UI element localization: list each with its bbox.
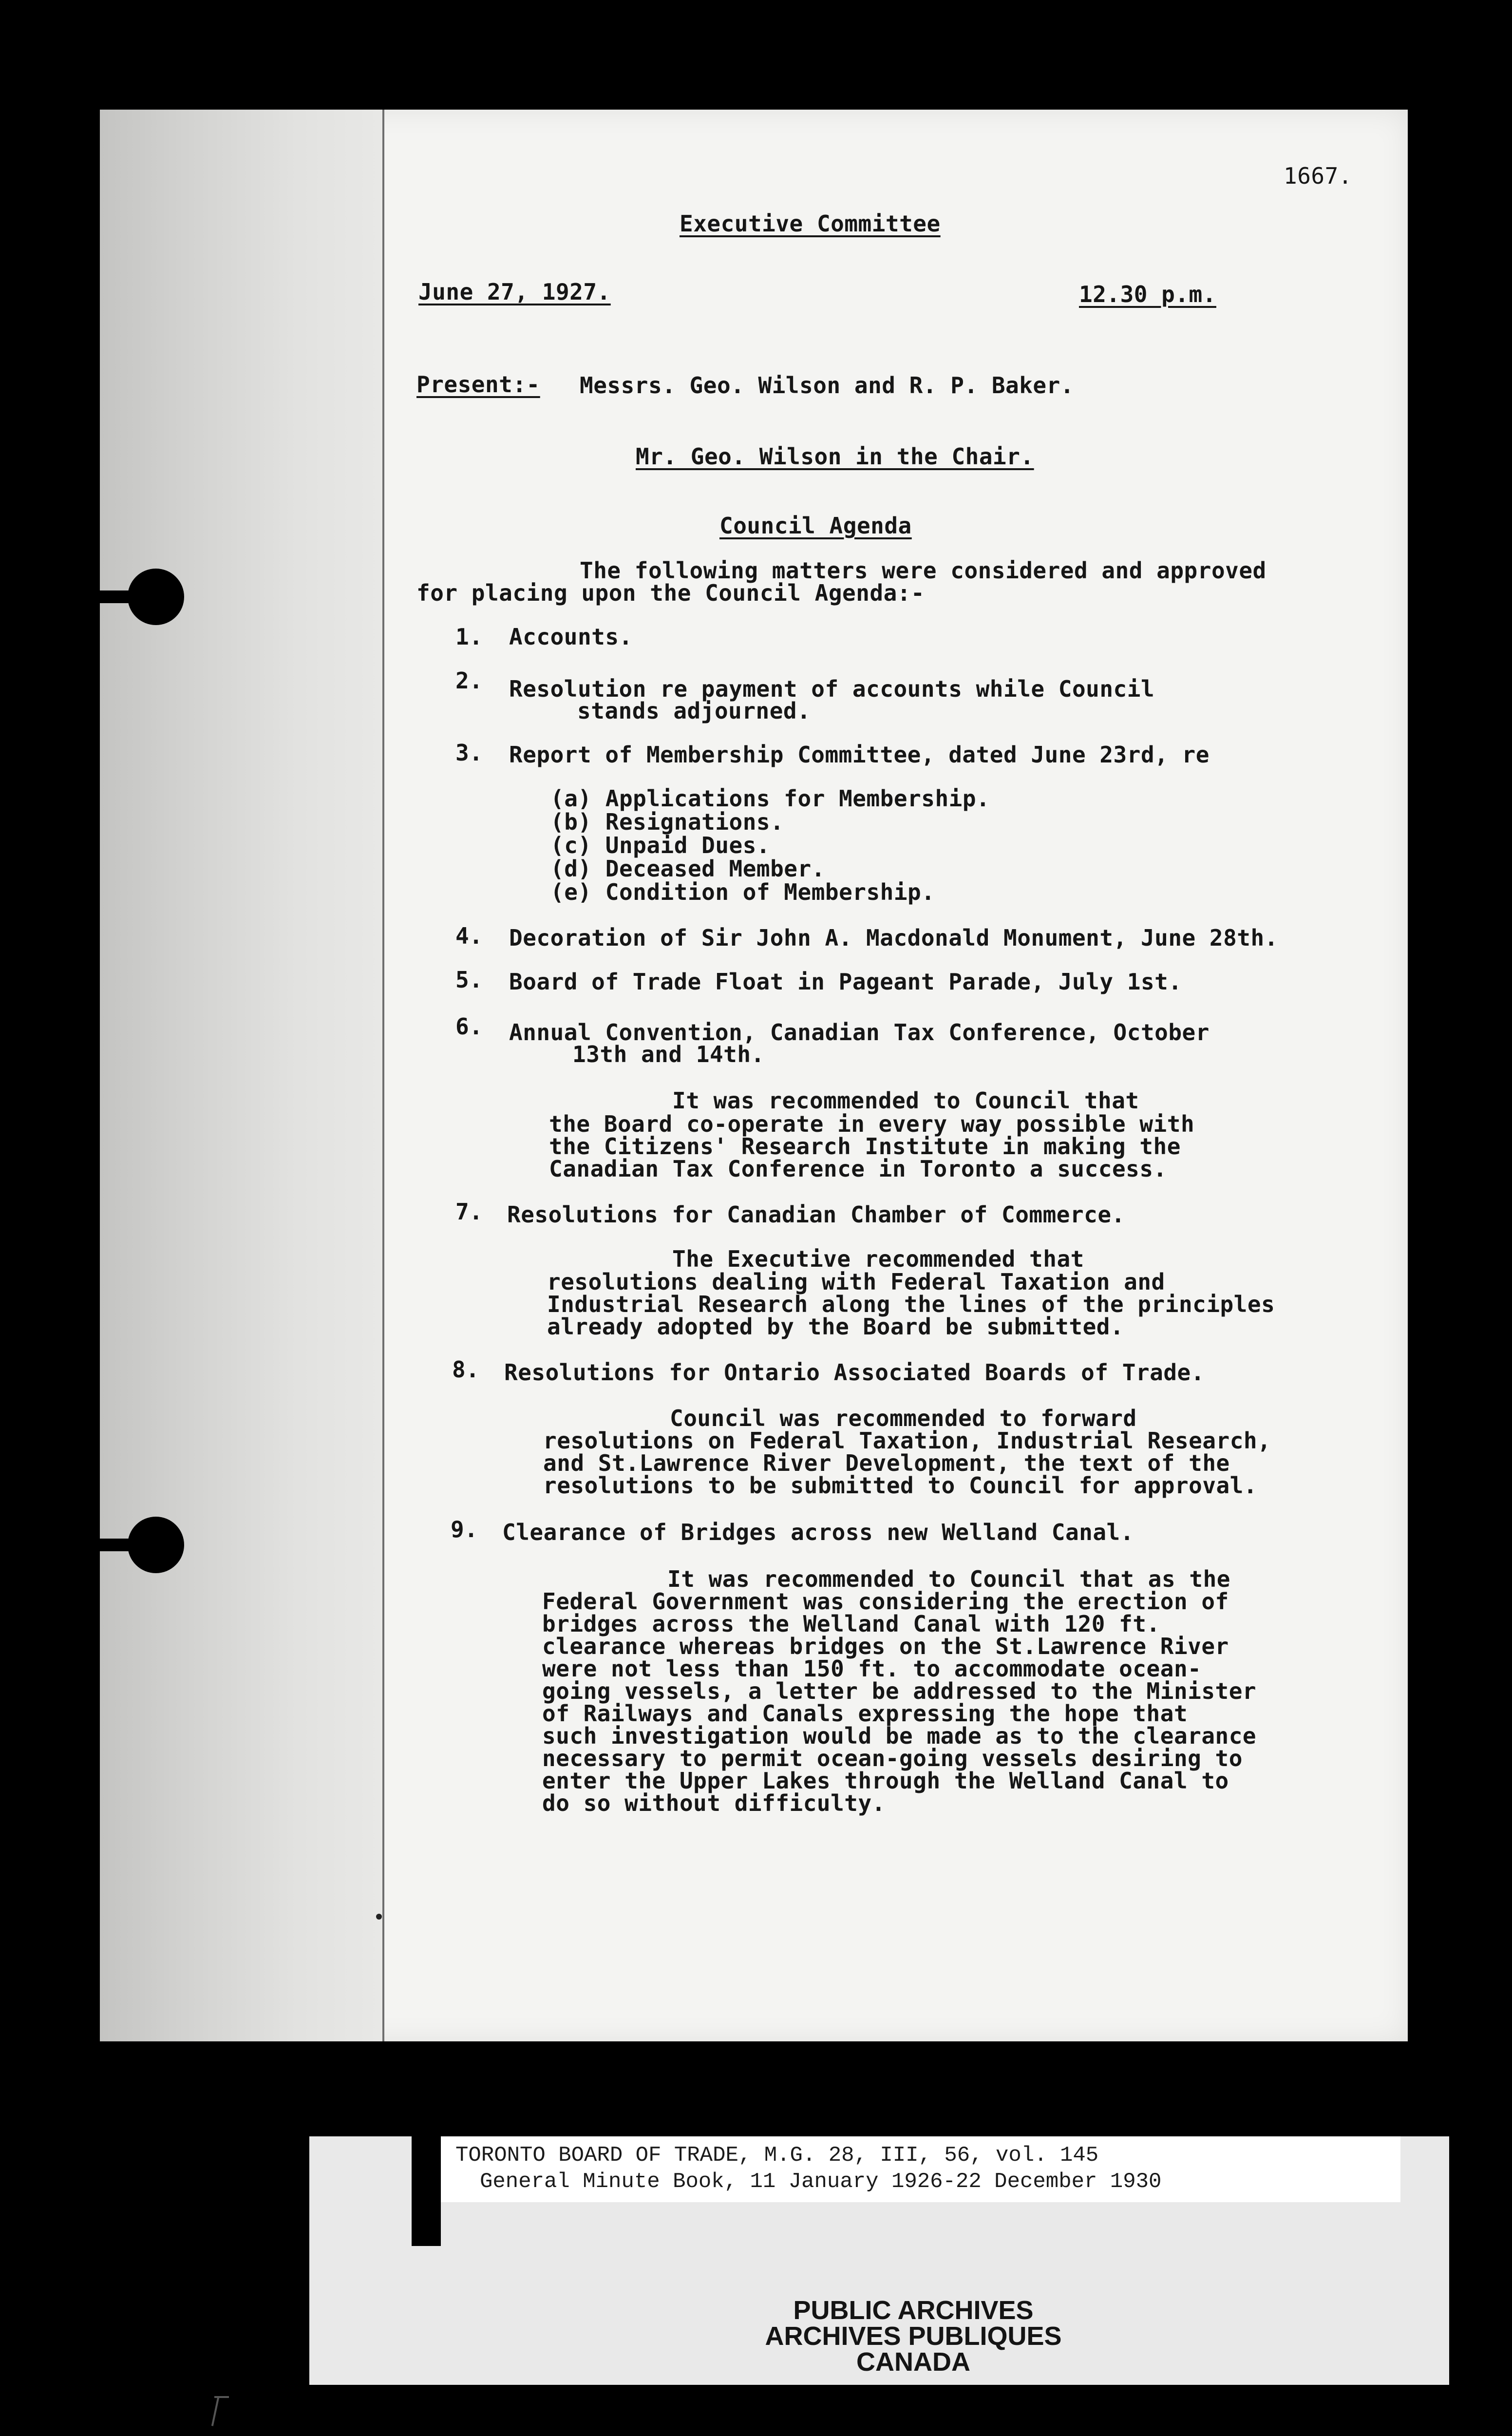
corner-mark bbox=[211, 2397, 219, 2426]
document-title: Executive Committee bbox=[680, 210, 941, 237]
archive-country: CANADA bbox=[856, 2347, 970, 2377]
archive-reference: General Minute Book, 11 January 1926-22 December 1930 bbox=[480, 2170, 1162, 2194]
item-note: clearance whereas bridges on the St.Lawrence River bbox=[542, 1633, 1229, 1659]
item-text: 13th and 14th. bbox=[572, 1041, 765, 1067]
item-note: Industrial Research along the lines of the principles bbox=[547, 1291, 1275, 1317]
item-note: already adopted by the Board be submitted. bbox=[547, 1313, 1124, 1340]
item-number: 4. bbox=[455, 923, 483, 949]
item-number: 1. bbox=[455, 624, 483, 650]
binding-margin bbox=[100, 110, 382, 2041]
item-note: the Board co-operate in every way possible with bbox=[549, 1111, 1195, 1137]
item-number: 7. bbox=[455, 1199, 483, 1225]
page-number: 1667. bbox=[1284, 163, 1352, 189]
item-text: Resolutions for Ontario Associated Boards of Trade. bbox=[504, 1359, 1205, 1386]
sub-item: (b) Resignations. bbox=[550, 809, 784, 835]
item-note: such investigation would be made as to the clearance bbox=[542, 1723, 1257, 1749]
item-number: 9. bbox=[451, 1516, 478, 1542]
item-text: Decoration of Sir John A. Macdonald Monument, June 28th. bbox=[509, 925, 1278, 951]
sub-item: (d) Deceased Member. bbox=[550, 856, 825, 882]
item-note: resolutions on Federal Taxation, Industrial Research, bbox=[543, 1427, 1271, 1454]
item-note: of Railways and Canals expressing the hope that bbox=[542, 1700, 1188, 1727]
item-text: stands adjourned. bbox=[577, 698, 811, 724]
corner-mark bbox=[214, 2396, 229, 2398]
sub-item: (c) Unpaid Dues. bbox=[550, 832, 771, 858]
item-text: Board of Trade Float in Pageant Parade, July 1st. bbox=[509, 969, 1182, 995]
item-note: Council was recommended to forward bbox=[670, 1405, 1137, 1431]
item-number: 3. bbox=[455, 740, 483, 766]
punch-hole-top bbox=[128, 569, 184, 625]
item-number: 6. bbox=[455, 1013, 483, 1040]
section-heading: Council Agenda bbox=[719, 513, 912, 539]
archive-label bbox=[309, 2136, 1449, 2385]
item-note: do so without difficulty. bbox=[542, 1790, 886, 1816]
item-text: Report of Membership Committee, dated June 23rd, re bbox=[509, 742, 1210, 768]
sub-item: (a) Applications for Membership. bbox=[550, 785, 990, 812]
item-text: Clearance of Bridges across new Welland Canal. bbox=[502, 1519, 1134, 1545]
item-note: and St.Lawrence River Development, the text of the bbox=[543, 1450, 1230, 1476]
item-note: necessary to permit ocean-going vessels desiring to bbox=[542, 1745, 1243, 1771]
meeting-date: June 27, 1927. bbox=[418, 279, 611, 305]
archive-reference: TORONTO BOARD OF TRADE, M.G. 28, III, 56, vol. 145 bbox=[455, 2143, 1099, 2168]
item-note: bridges across the Welland Canal with 120 ft. bbox=[542, 1611, 1160, 1637]
item-text: Accounts. bbox=[509, 624, 633, 650]
present-text: Messrs. Geo. Wilson and R. P. Baker. bbox=[580, 372, 1074, 399]
item-note: Federal Government was considering the erection of bbox=[542, 1588, 1229, 1615]
chair-line: Mr. Geo. Wilson in the Chair. bbox=[636, 443, 1034, 470]
sub-item: (e) Condition of Membership. bbox=[550, 879, 935, 905]
item-text: Annual Convention, Canadian Tax Conference, October bbox=[509, 1019, 1210, 1046]
label-divider bbox=[412, 2136, 441, 2246]
item-note: going vessels, a letter be addressed to the Minister bbox=[542, 1678, 1257, 1704]
meeting-time: 12.30 p.m. bbox=[1079, 281, 1216, 307]
item-number: 5. bbox=[455, 967, 483, 993]
item-note: enter the Upper Lakes through the Welland Canal to bbox=[542, 1768, 1229, 1794]
item-number: 8. bbox=[452, 1356, 480, 1383]
intro-line: The following matters were considered and approved bbox=[580, 557, 1266, 584]
item-note: resolutions dealing with Federal Taxation and bbox=[547, 1269, 1165, 1295]
item-note: It was recommended to Council that bbox=[672, 1087, 1139, 1114]
item-number: 2. bbox=[455, 667, 483, 694]
document-page bbox=[100, 110, 1408, 2041]
margin-dot bbox=[376, 1914, 382, 1920]
item-note: It was recommended to Council that as the bbox=[667, 1566, 1230, 1592]
margin-rule bbox=[382, 110, 384, 2041]
item-text: Resolutions for Canadian Chamber of Commerce. bbox=[507, 1201, 1125, 1228]
archive-name-en: PUBLIC ARCHIVES bbox=[793, 2296, 1034, 2325]
item-note: Canadian Tax Conference in Toronto a success. bbox=[549, 1156, 1167, 1182]
item-note: The Executive recommended that bbox=[672, 1246, 1084, 1272]
present-label: Present:- bbox=[416, 371, 540, 398]
item-text: Resolution re payment of accounts while Council bbox=[509, 676, 1155, 702]
item-note: resolutions to be submitted to Council for approval. bbox=[543, 1472, 1258, 1499]
item-note: the Citizens' Research Institute in making the bbox=[549, 1133, 1181, 1160]
item-note: were not less than 150 ft. to accommodate ocean- bbox=[542, 1656, 1202, 1682]
archive-name-fr: ARCHIVES PUBLIQUES bbox=[765, 2322, 1062, 2351]
punch-hole-bottom bbox=[128, 1517, 184, 1573]
intro-line: for placing upon the Council Agenda:- bbox=[416, 580, 925, 606]
